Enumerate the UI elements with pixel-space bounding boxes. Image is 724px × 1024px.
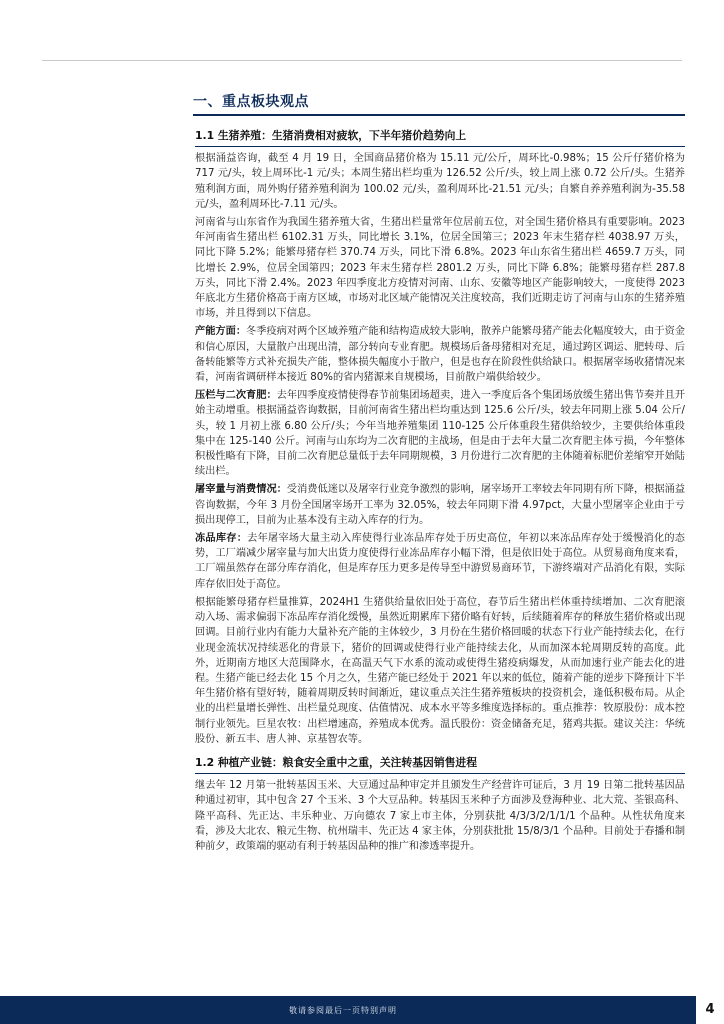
page-number: 4 — [705, 1002, 715, 1017]
paragraph — [195, 482, 685, 528]
main-content — [195, 120, 685, 857]
header-rule — [42, 60, 682, 61]
paragraph-text: 受消费低迷以及屠宰行业竞争激烈的影响，屠宰场开工率较去年同期有所下降，根据涌益咨询数据，今年 3 月份全国屠宰场开工率为 32.05%，较去年同期下滑 4.97pct，大量小型屠宰企业由于亏损出现停工，目前为止基本没有主动入库存的行为。 — [195, 484, 686, 526]
paragraph-label: 屠宰量与消费情况： — [195, 484, 287, 496]
paragraph: 根据能繁母猪存栏量推算，2024H1 生猪供给量依旧处于高位，春节后生猪出栏体重持续增加、二次育肥滚动入场、需求偏弱下冻品库存消化缓慢，虽然近期累库下猪价略有好转，后续随着库存的释放生猪价格或出现回调。目前行业内有能力大量补充产能的主体较少，3 月份在生猪价格回暖的状态下行业产能持续去化，在行业现金流状况持续恶化的背景下，猪价的回调或使得行业产能持续去化，从而加深本轮周期反转的高度。此外，近期南方地区大范围降水，在高温天气下水系的流动或使得生猪疫病爆发，从而加速行业产能去化的进程。生猪产能已经去化 15 个月之久，生猪产能已经处于 2021 年以来的低位，随着产能的逆步下降预计下半年生猪价格有望好转，随着周期反转时间渐近，建议重点关注生猪养殖板块的投资机会，逢低积极布局。从企业的出栏量增长弹性、出栏量兑现度、估值情况、成本水平等多维度选择标的。重点推荐：牧原股份：成本控制行业领先。巨星农牧：出栏增速高，养殖成本优秀。温氏股份：资金储备充足，猪鸡共振。建议关注：华统股份、新五丰、唐人神、京基智农等。 — [195, 596, 685, 745]
subsection-heading-2: 1.2 种植产业链：粮食安全重中之重，关注转基因销售进程 — [195, 751, 685, 774]
section-title-rule — [193, 114, 685, 116]
section-title: 一、重点板块观点 — [193, 94, 309, 110]
paragraph-text: 去年四季度疫情使得春节前集团场超卖，进入一季度后各个集团场放缓生猪出售节奏并且开始主动增重。根据涌益咨询数据，目前河南省生猪出栏均重达到 125.6 公斤/头，较去年同期上涨 5.04 公斤/头，较 1 月初上涨 6.80 公斤/头；今年当地养殖集团 110-125 公斤体重段生猪供给较少，主要供给体重段集中在 125-140 公斤。河南与山东均为二次育肥的主战场，但是由于去年大量二次育肥主体亏损，今年整体积极性略有下降，目前二次育肥总量低于去年同期规模，3 月份进行二次育肥的主体随着标肥价差缩窄开始陆续出栏。 — [195, 390, 685, 478]
paragraph-label: 产能方面： — [195, 326, 247, 338]
paragraph: 河南省与山东省作为我国生猪养殖大省，生猪出栏量常年位居前五位，对全国生猪价格具有重要影响。2023 年河南省生猪出栏 6102.31 万头，同比增长 3.1%，位居全国第三；2023 年末生猪存栏 4038.97 万头，同比下降 5.2%；能繁母猪存栏 370.74 万头，同比下滑 6.8%。2023 年山东省生猪出栏 4659.7 万头，同比增长 2.9%，位居全国第四；2023 年末生猪存栏 2801.2 万头，同比下降 6.8%；能繁母猪存栏 287.8 万头，同比下滑 2.4%。2023 年四季度北方疫情对河南、山东、安徽等地区产能影响较大，一度使得 2023 年底北方生猪价格高于南方区域，市场对北区域产能情况关注度较高，我们近期走访了河南与山东的生猪养殖市场，并且得到以下信息。 — [195, 217, 685, 320]
paragraph-label: 压栏与二次育肥： — [195, 390, 277, 402]
paragraph — [195, 324, 685, 385]
paragraph: 根据涌益咨询，截至 4 月 19 日，全国商品猪价格为 15.11 元/公斤，周环比-0.98%；15 公斤仔猪价格为 717 元/头，较上周环比-1 元/头；本周生猪出栏均重为 126.52 公斤/头，较上周上涨 0.72 公斤/头。生猪养殖利润方面，周外购仔猪养殖利润为 100.02 元/头，盈利周环比-21.51 元/头；自繁自养养殖利润为-35.58 元/头，盈利周环比-7.11 元/头。 — [195, 153, 685, 210]
paragraph — [195, 531, 685, 592]
footer-disclaimer: 敬请参阅最后一页特别声明 — [289, 1006, 397, 1015]
paragraph: 继去年 12 月第一批转基因玉米、大豆通过品种审定并且颁发生产经营许可证后，3 月 19 日第二批转基因品种通过初审，其中包含 27 个玉米、3 个大豆品种。转基因玉米种子方面涉及登海种业、北大荒、荃银高科、隆平高科、先正达、丰乐种业、万向德农 7 家上市主体，分别获批 4/3/3/2/1/1/1 个品种。从性状角度来看，涉及大北农、粮元生物、杭州瑞丰、先正达 4 家主体，分别获批批 15/8/3/1 个品种。目前处于春播和制种前夕，政策端的驱动有利于转基因品种的推广和渗透率提升。 — [195, 780, 686, 852]
subsection-heading-1: 1.1 生猪养殖：生猪消费相对疲软，下半年猪价趋势向上 — [195, 124, 685, 147]
paragraph-text: 冬季疫病对两个区域养殖产能和结构造成较大影响，散养户能繁母猪产能去化幅度较大，由于资金和信心原因，大量散户出现出清，部分转向专业育肥。规模场后备母猪相对充足，通过跨区调运、肥转母、后备转能繁等方式补充损失产能，整体损失幅度小于散户，但是也存在阶段性供给缺口。根据屠宰场收猪情况来看，河南省调研样本接近 80%的省内猪源来自规模场，目前散户端供给较少。 — [195, 326, 685, 384]
paragraph-text: 去年屠宰场大量主动入库使得行业冻品库存处于历史高位，年初以来冻品库存处于缓慢消化的态势，工厂端减少屠宰量与加大出货力度使得行业冻品库存小幅下滑，但是依旧处于高位。从贸易商角度来看，工厂端虽然存在部分库存消化，但是库存压力更多是传导至中游贸易商环节，下游终端对产品消化有限，实际库存依旧处于高位。 — [195, 533, 685, 590]
paragraph — [195, 388, 685, 479]
paragraph-label: 冻品库存： — [195, 533, 248, 545]
